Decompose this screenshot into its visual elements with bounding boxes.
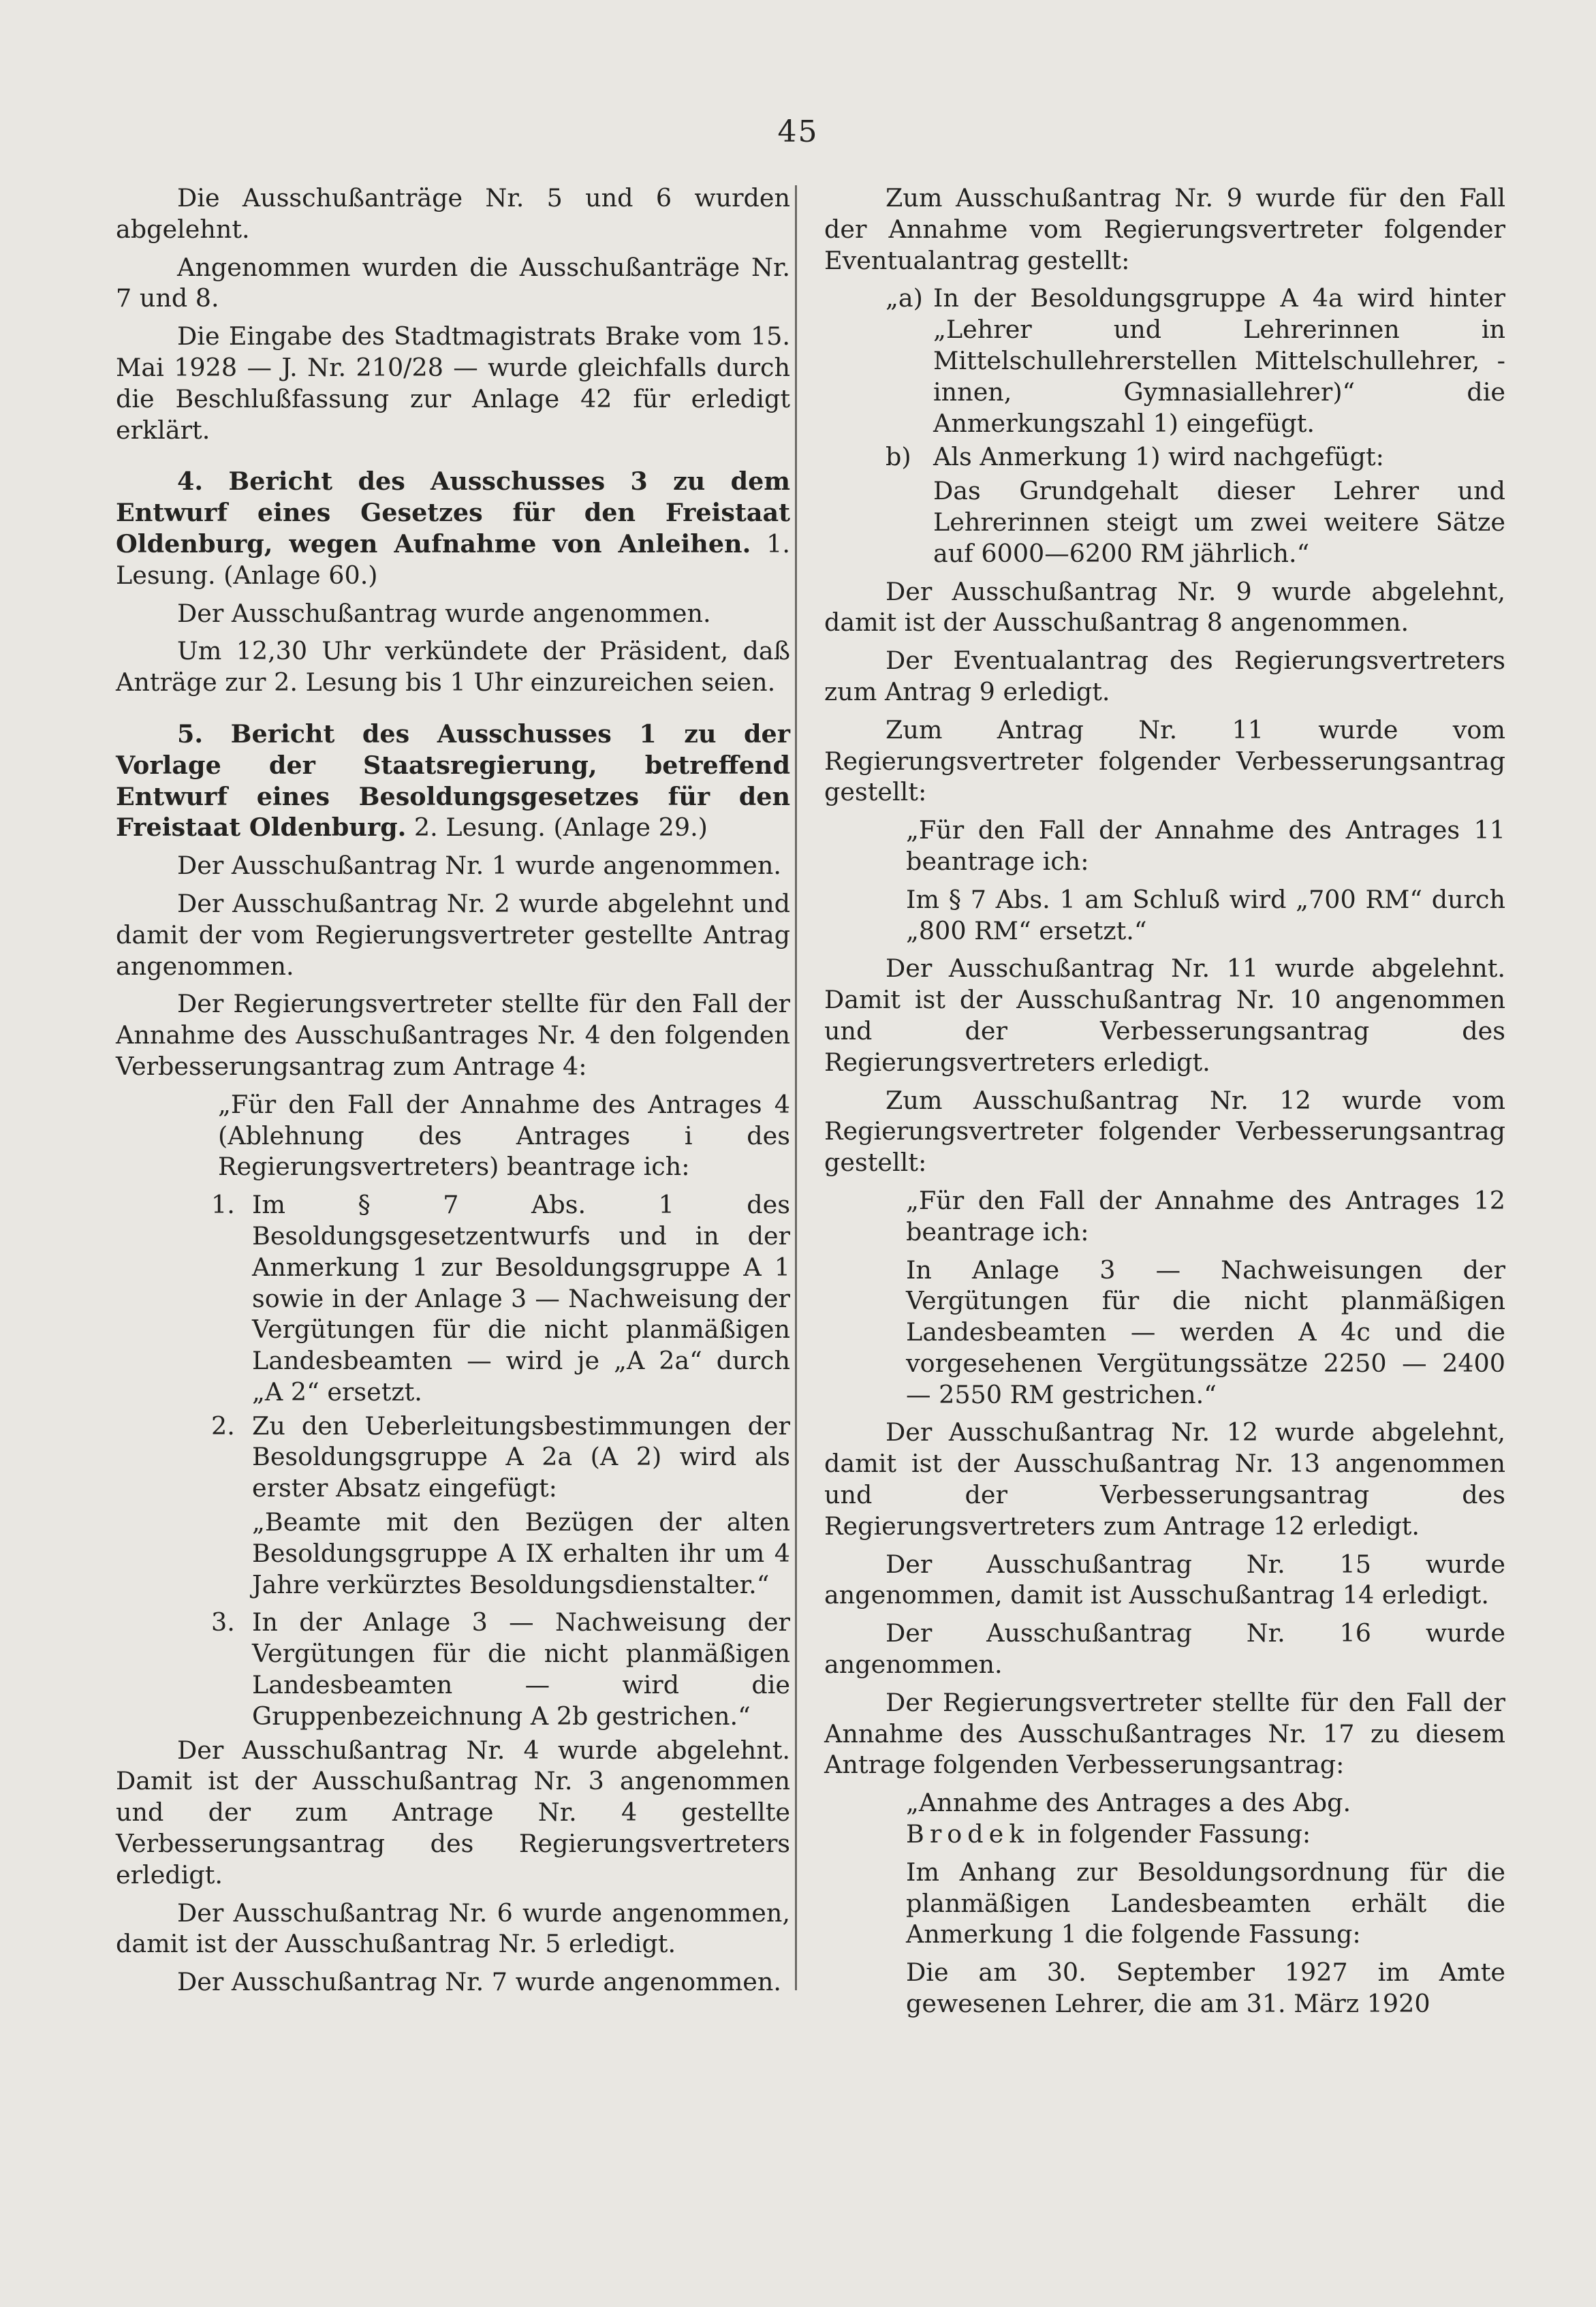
paragraph: Zum Ausschußantrag Nr. 9 wurde für den Fall der Annahme vom Regierungsvertreter folgender Eventualantrag gestellt:	[824, 183, 1505, 275]
left-column	[116, 183, 790, 2005]
paragraph: Der Ausschußantrag Nr. 16 wurde angenommen.	[824, 1618, 1505, 1680]
quoted-motion: „Für den Fall der Annahme des Antrages 11 beantrage ich:	[906, 815, 1505, 876]
paragraph: Der Ausschußantrag Nr. 6 wurde angenommen, damit ist der Ausschußantrag Nr. 5 erledigt.	[116, 1898, 790, 1959]
paragraph: Die Eingabe des Stadtmagistrats Brake vom 15. Mai 1928 — J. Nr. 210/28 — wurde gleichfalls durch die Beschlußfassung zur Anlage 42 für erledigt erklärt.	[116, 321, 790, 445]
quoted-motion: Die am 30. September 1927 im Amte gewesenen Lehrer, die am 31. März 1920	[906, 1958, 1505, 2019]
numbered-item	[116, 1411, 790, 1504]
right-column	[824, 183, 1505, 2026]
section-heading-bold: 5. Bericht des Ausschusses 1 zu der Vorlage der Staatsregierung, betreffend Entwurf eines Besoldungsgesetzes für den Freistaat Oldenburg.	[116, 719, 790, 843]
lettered-item	[824, 283, 1505, 439]
quote-text: „Annahme des Antrages a des Abg.	[906, 1788, 1351, 1818]
paragraph: Um 12,30 Uhr verkündete der Präsident, daß Anträge zur 2. Lesung bis 1 Uhr einzureichen seien.	[116, 636, 790, 697]
paragraph: Angenommen wurden die Ausschußanträge Nr. 7 und 8.	[116, 252, 790, 313]
paragraph: Der Eventualantrag des Regierungsvertreters zum Antrag 9 erledigt.	[824, 646, 1505, 706]
paragraph: Der Ausschußantrag Nr. 15 wurde angenommen, damit ist Ausschußantrag 14 erledigt.	[824, 1549, 1505, 1610]
item-number: 2.	[211, 1411, 235, 1441]
quoted-motion: „Für den Fall der Annahme des Antrages 12 beantrage ich:	[906, 1185, 1505, 1246]
section-heading-rest: 2. Lesung. (Anlage 29.)	[406, 813, 708, 843]
deputy-name: Brodek	[906, 1819, 1030, 1849]
paragraph: Zum Antrag Nr. 11 wurde vom Regierungsvertreter folgender Verbesserungsantrag gestellt:	[824, 715, 1505, 807]
item-text: In der Besoldungsgruppe A 4a wird hinter „Lehrer und Lehrerinnen in Mittelschullehrerstellen Mittelschullehrer, -innen, Gymnasiallehrer)“ die Anmerkungszahl 1) eingefügt.	[933, 283, 1505, 438]
section-heading-rest: 1. Lesung. (Anlage 60.)	[116, 529, 790, 590]
paragraph: Der Ausschußantrag Nr. 9 wurde abgelehnt, damit ist der Ausschußantrag 8 angenommen.	[824, 576, 1505, 638]
paragraph: Zum Ausschußantrag Nr. 12 wurde vom Regierungsvertreter folgender Verbesserungsantrag gestellt:	[824, 1085, 1505, 1178]
item-text: Im § 7 Abs. 1 des Besoldungsgesetzentwurfs und in der Anmerkung 1 zur Besoldungsgruppe A 1 sowie in der Anlage 3 — Nachweisung der Vergütungen für die nicht planmäßigen Landesbeamten — wird je „A 2a“ durch „A 2“ ersetzt.	[252, 1190, 790, 1407]
quoted-motion: „Für den Fall der Annahme des Antrages 4 (Ablehnung des Antrages i des Regierungsvertreters) beantrage ich:	[218, 1089, 790, 1182]
paragraph: Der Ausschußantrag Nr. 11 wurde abgelehnt. Damit ist der Ausschußantrag Nr. 10 angenommen und der Verbesserungsantrag des Regierungsvertreters erledigt.	[824, 954, 1505, 1077]
lettered-item	[824, 441, 1505, 473]
paragraph: Der Regierungsvertreter stellte für den Fall der Annahme des Ausschußantrages Nr. 4 den folgenden Verbesserungsantrag zum Antrage 4:	[116, 989, 790, 1081]
paragraph: Der Regierungsvertreter stellte für den Fall der Annahme des Ausschußantrages Nr. 17 zu diesem Antrage folgenden Verbesserungsantrag:	[824, 1687, 1505, 1780]
item-text: Als Anmerkung 1) wird nachgefügt:	[933, 442, 1384, 472]
item-letter: b)	[886, 442, 911, 472]
item-quote: Das Grundgehalt dieser Lehrer und Lehrerinnen steigt um zwei weitere Sätze auf 6000—6200 RM jährlich.“	[933, 476, 1505, 568]
item-text: In der Anlage 3 — Nachweisung der Vergütungen für die nicht planmäßigen Landesbeamten — wird die Gruppenbezeichnung A 2b gestrichen.“	[252, 1607, 790, 1731]
quoted-motion: In Anlage 3 — Nachweisungen der Vergütungen für die nicht planmäßigen Landesbeamten — werden A 4c und die vorgesehenen Vergütungssätze 2250 — 2400 — 2550 RM gestrichen.“	[906, 1255, 1505, 1409]
page-number: 45	[777, 114, 819, 149]
column-divider	[795, 185, 797, 1990]
quoted-motion: Im Anhang zur Besoldungsordnung für die planmäßigen Landesbeamten erhält die Anmerkung 1 die folgende Fassung:	[906, 1857, 1505, 1949]
paragraph: Der Ausschußantrag Nr. 4 wurde abgelehnt. Damit ist der Ausschußantrag Nr. 3 angenommen und der zum Antrage Nr. 4 gestellte Verbesserungsantrag des Regierungsvertreters erledigt.	[116, 1735, 790, 1889]
item-text: Zu den Ueberleitungsbestimmungen der Besoldungsgruppe A 2a (A 2) wird als erster Absatz eingefügt:	[252, 1411, 790, 1503]
paragraph: Der Ausschußantrag wurde angenommen.	[177, 598, 711, 628]
paragraph: Der Ausschußantrag Nr. 2 wurde abgelehnt und damit der vom Regierungsvertreter gestellte Antrag angenommen.	[116, 888, 790, 981]
section-heading-5	[116, 719, 790, 843]
quote-text: in folgender Fassung:	[1029, 1819, 1311, 1849]
paragraph: Der Ausschußantrag Nr. 12 wurde abgelehnt, damit ist der Ausschußantrag Nr. 13 angenommen und der Verbesserungsantrag des Regierungsvertreters zum Antrage 12 erledigt.	[824, 1417, 1505, 1541]
paragraph: Der Ausschußantrag Nr. 7 wurde angenommen.	[177, 1967, 782, 1997]
item-number: 1.	[211, 1190, 235, 1220]
quoted-motion: Im § 7 Abs. 1 am Schluß wird „700 RM“ durch „800 RM“ ersetzt.“	[906, 884, 1505, 945]
section-heading-bold: 4. Bericht des Ausschusses 3 zu dem Entwurf eines Gesetzes für den Freistaat Oldenburg, wegen Aufnahme von Anleihen.	[116, 467, 790, 559]
item-quote: „Beamte mit den Bezügen der alten Besoldungsgruppe A IX erhalten ihr um 4 Jahre verkürztes Besoldungsdienstalter.“	[252, 1507, 790, 1599]
paragraph: Der Ausschußantrag Nr. 1 wurde angenommen.	[177, 851, 782, 881]
quoted-motion	[824, 1787, 1505, 1850]
numbered-item	[116, 1607, 790, 1731]
item-letter: „a)	[886, 283, 923, 313]
section-heading-4	[116, 466, 790, 591]
item-number: 3.	[211, 1607, 235, 1637]
paragraph: Die Ausschußanträge Nr. 5 und 6 wurden abgelehnt.	[116, 183, 790, 244]
numbered-item	[116, 1189, 790, 1408]
